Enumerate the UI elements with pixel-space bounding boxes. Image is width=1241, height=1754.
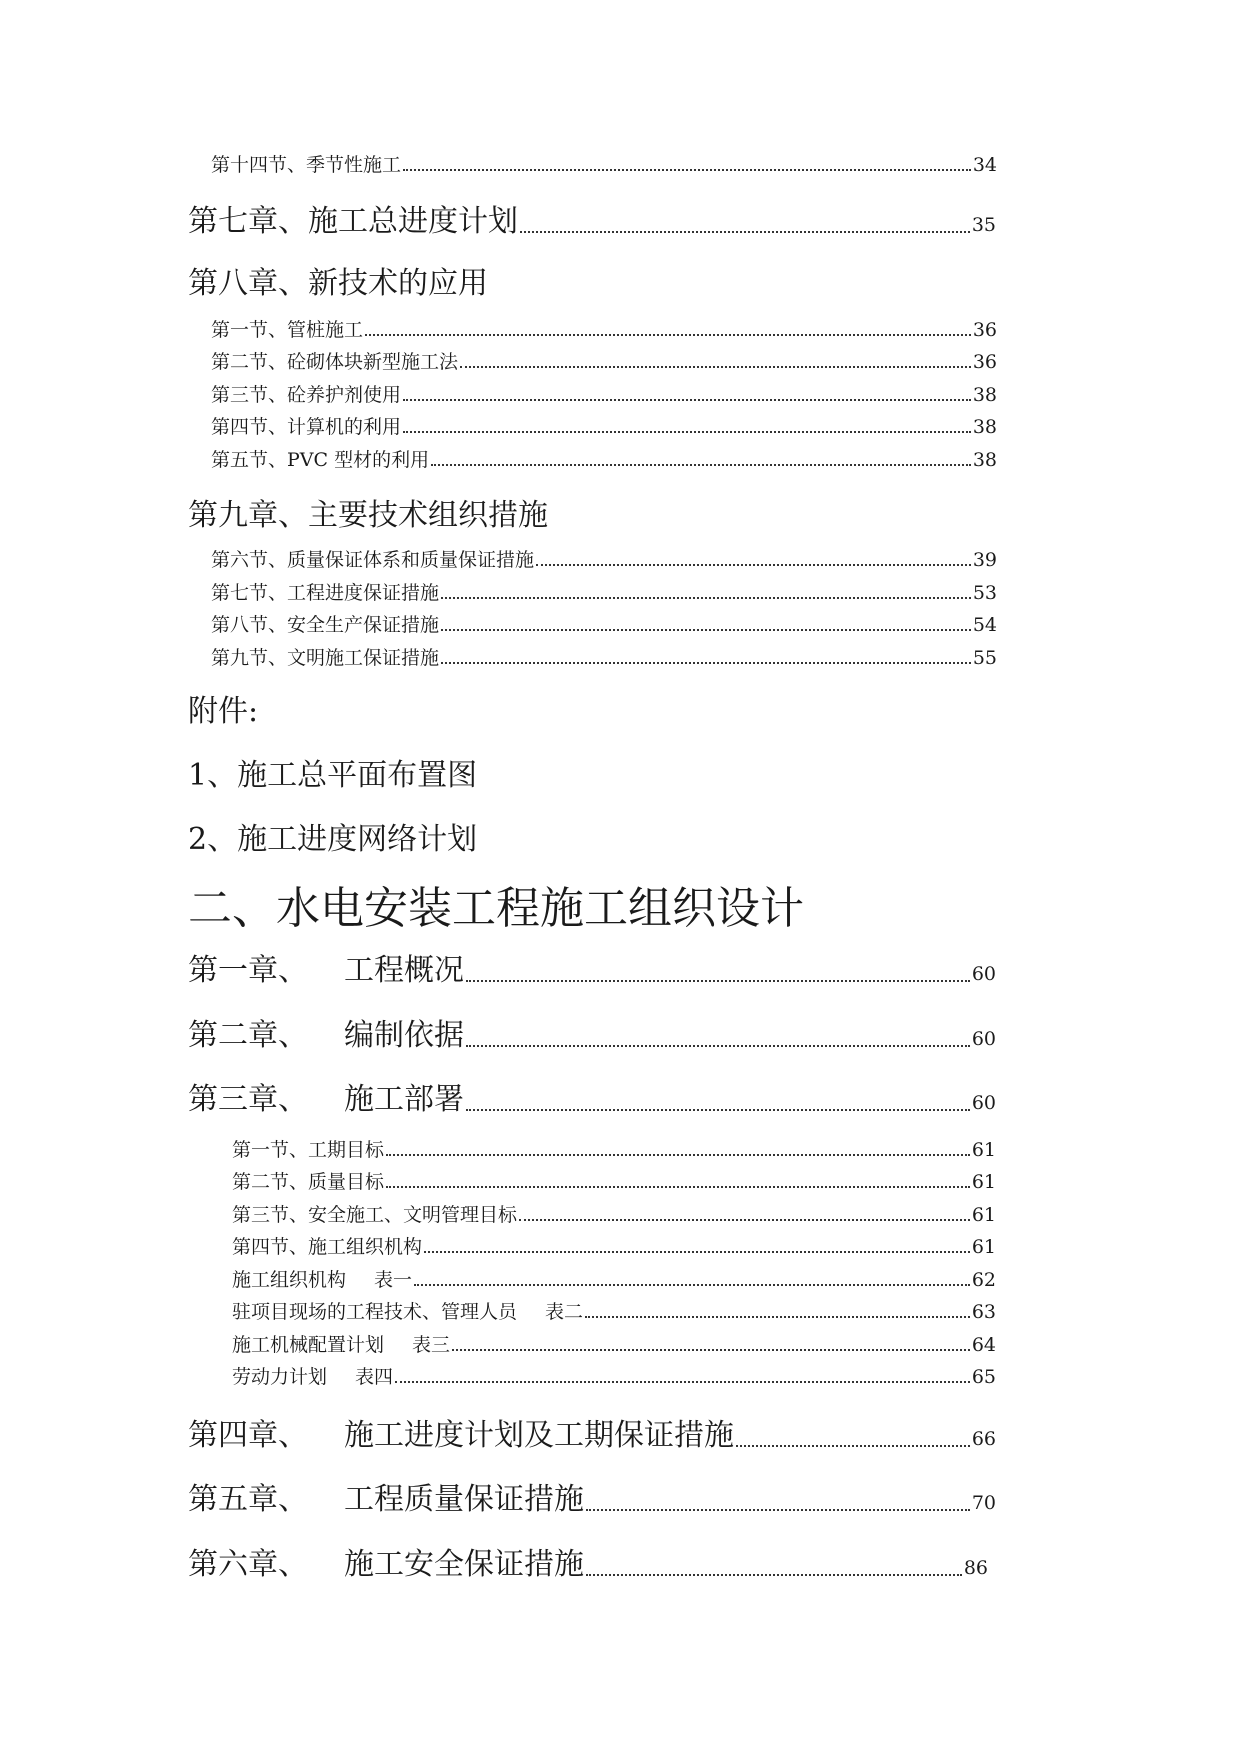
toc-entry-page: 38 bbox=[972, 416, 997, 438]
toc-entry-label: 第三节、安全施工、文明管理目标 bbox=[232, 1204, 518, 1226]
toc-entry-page: 34 bbox=[972, 154, 997, 176]
toc-chapter-heading[interactable]: 第八章、新技术的应用 bbox=[188, 266, 488, 301]
toc-entry-section[interactable] bbox=[211, 380, 997, 407]
dot-leader bbox=[586, 1574, 962, 1576]
dot-leader bbox=[585, 1316, 970, 1318]
toc-entry-label bbox=[188, 1410, 734, 1454]
toc-entry-page: 53 bbox=[972, 582, 997, 604]
toc-entry-label bbox=[188, 945, 464, 989]
toc-entry-section[interactable] bbox=[211, 545, 997, 572]
dot-leader bbox=[365, 334, 971, 336]
toc-entry-page: 61 bbox=[971, 1236, 996, 1258]
dot-leader bbox=[395, 1381, 970, 1383]
toc-entry-page: 64 bbox=[971, 1334, 996, 1356]
dot-leader bbox=[441, 629, 971, 631]
dot-leader bbox=[424, 1251, 970, 1253]
toc-entry-label: 第九节、文明施工保证措施 bbox=[211, 647, 440, 669]
dot-leader bbox=[466, 1109, 970, 1111]
toc-entry-label: 第二节、砼砌体块新型施工法 bbox=[211, 351, 459, 373]
chapter-number: 第三章、 bbox=[188, 1082, 308, 1117]
chapter-number: 第六章、 bbox=[188, 1547, 308, 1582]
toc-entry-page: 54 bbox=[972, 614, 997, 636]
table-title: 施工机械配置计划 bbox=[232, 1334, 385, 1356]
toc-entry-section[interactable] bbox=[232, 1167, 996, 1194]
toc-entry-label: 第四节、施工组织机构 bbox=[232, 1236, 423, 1258]
table-tag: 表二 bbox=[545, 1301, 584, 1323]
toc-entry-page: 36 bbox=[972, 319, 997, 341]
dot-leader bbox=[403, 169, 971, 171]
toc-entry-page: 39 bbox=[972, 549, 997, 571]
toc-entry-table[interactable] bbox=[232, 1297, 996, 1324]
toc-entry-label bbox=[232, 1297, 583, 1324]
toc-entry-section[interactable] bbox=[211, 643, 997, 670]
dot-leader bbox=[536, 564, 971, 566]
toc-entry-section[interactable] bbox=[211, 445, 997, 472]
toc-entry-label: 第三节、砼养护剂使用 bbox=[211, 384, 402, 406]
toc-entry-label bbox=[188, 1539, 584, 1583]
attachment-item[interactable]: 1、施工总平面布置图 bbox=[188, 758, 478, 793]
chapter-title: 施工安全保证措施 bbox=[344, 1547, 584, 1582]
toc-entry-page: 55 bbox=[972, 647, 997, 669]
toc-entry-page: 38 bbox=[972, 384, 997, 406]
dot-leader bbox=[403, 431, 971, 433]
toc-entry-chapter[interactable] bbox=[188, 1010, 996, 1054]
table-tag: 表三 bbox=[412, 1334, 451, 1356]
table-tag: 表四 bbox=[355, 1366, 394, 1388]
toc-entry-page: 61 bbox=[971, 1139, 996, 1161]
toc-entry-label bbox=[188, 1074, 464, 1118]
toc-entry-chapter[interactable] bbox=[188, 1410, 996, 1454]
toc-entry-label bbox=[188, 1474, 584, 1518]
toc-entry-label: 第七节、工程进度保证措施 bbox=[211, 582, 440, 604]
toc-entry-label: 第一节、工期目标 bbox=[232, 1139, 385, 1161]
toc-entry-page: 60 bbox=[971, 963, 996, 985]
toc-entry-page: 35 bbox=[971, 214, 996, 236]
toc-entry-page: 66 bbox=[971, 1428, 996, 1450]
attachments-heading: 附件: bbox=[188, 694, 259, 729]
dot-leader bbox=[452, 1349, 970, 1351]
toc-entry-chapter[interactable] bbox=[188, 196, 996, 240]
chapter-title: 施工部署 bbox=[344, 1082, 464, 1117]
dot-leader bbox=[386, 1154, 970, 1156]
chapter-number: 第五章、 bbox=[188, 1482, 308, 1517]
table-title: 驻项目现场的工程技术、管理人员 bbox=[232, 1301, 518, 1323]
chapter-number: 第一章、 bbox=[188, 953, 308, 988]
toc-entry-section[interactable] bbox=[232, 1200, 996, 1227]
dot-leader bbox=[431, 464, 971, 466]
chapter-number: 第二章、 bbox=[188, 1018, 308, 1053]
toc-entry-page: 38 bbox=[972, 449, 997, 471]
attachment-item[interactable]: 2、施工进度网络计划 bbox=[188, 822, 478, 857]
toc-entry-label: 第六节、质量保证体系和质量保证措施 bbox=[211, 549, 535, 571]
toc-entry-chapter[interactable] bbox=[188, 1474, 996, 1518]
chapter-title: 工程质量保证措施 bbox=[344, 1482, 584, 1517]
chapter-number: 第四章、 bbox=[188, 1418, 308, 1453]
dot-leader bbox=[460, 366, 971, 368]
toc-entry-section[interactable] bbox=[232, 1135, 996, 1162]
toc-entry-table[interactable] bbox=[232, 1362, 996, 1389]
toc-entry-chapter[interactable] bbox=[188, 1539, 988, 1583]
chapter-title: 施工进度计划及工期保证措施 bbox=[344, 1418, 734, 1453]
toc-entry-page: 86 bbox=[963, 1557, 988, 1579]
toc-entry-page: 60 bbox=[971, 1092, 996, 1114]
table-tag: 表一 bbox=[374, 1269, 413, 1291]
table-title: 劳动力计划 bbox=[232, 1366, 328, 1388]
toc-entry-page: 63 bbox=[971, 1301, 996, 1323]
toc-entry-label bbox=[232, 1330, 450, 1357]
dot-leader bbox=[386, 1186, 970, 1188]
toc-entry-label: 第八节、安全生产保证措施 bbox=[211, 614, 440, 636]
dot-leader bbox=[466, 980, 970, 982]
toc-entry-chapter[interactable] bbox=[188, 1074, 996, 1118]
toc-entry-label bbox=[232, 1265, 412, 1292]
toc-entry-page: 60 bbox=[971, 1028, 996, 1050]
toc-entry-section[interactable] bbox=[232, 1232, 996, 1259]
toc-entry-label: 第一节、管桩施工 bbox=[211, 319, 364, 341]
toc-entry-label: 第十四节、季节性施工 bbox=[211, 154, 402, 176]
toc-entry-label bbox=[232, 1362, 393, 1389]
dot-leader bbox=[466, 1045, 970, 1047]
toc-entry-page: 61 bbox=[971, 1171, 996, 1193]
dot-leader bbox=[520, 231, 970, 233]
toc-entry-section[interactable] bbox=[211, 347, 997, 374]
toc-entry-page: 62 bbox=[971, 1269, 996, 1291]
toc-chapter-heading[interactable]: 第九章、主要技术组织措施 bbox=[188, 498, 548, 533]
toc-entry-table[interactable] bbox=[232, 1265, 996, 1292]
chapter-title: 编制依据 bbox=[344, 1018, 464, 1053]
toc-entry-page: 65 bbox=[971, 1366, 996, 1388]
toc-entry-section[interactable] bbox=[211, 578, 997, 605]
toc-entry-page: 70 bbox=[971, 1492, 996, 1514]
toc-entry-section[interactable] bbox=[211, 610, 997, 637]
dot-leader bbox=[403, 399, 971, 401]
toc-entry-label: 第五节、PVC 型材的利用 bbox=[211, 449, 430, 471]
toc-entry-label: 第二节、质量目标 bbox=[232, 1171, 385, 1193]
dot-leader bbox=[441, 597, 971, 599]
toc-entry-page: 61 bbox=[971, 1204, 996, 1226]
toc-entry-page: 36 bbox=[972, 351, 997, 373]
part-title: 二、水电安装工程施工组织设计 bbox=[188, 883, 804, 934]
table-title: 施工组织机构 bbox=[232, 1269, 347, 1291]
toc-entry-label bbox=[188, 1010, 464, 1054]
chapter-title: 工程概况 bbox=[344, 953, 464, 988]
toc-entry-label: 第七章、施工总进度计划 bbox=[188, 204, 518, 239]
toc-entry-section[interactable] bbox=[211, 315, 997, 342]
dot-leader bbox=[519, 1219, 970, 1221]
toc-entry-chapter[interactable] bbox=[188, 945, 996, 989]
toc-entry-label: 第四节、计算机的利用 bbox=[211, 416, 402, 438]
dot-leader bbox=[736, 1445, 970, 1447]
dot-leader bbox=[586, 1509, 970, 1511]
toc-entry-table[interactable] bbox=[232, 1330, 996, 1357]
dot-leader bbox=[441, 662, 971, 664]
toc-entry-section[interactable] bbox=[211, 412, 997, 439]
toc-entry-section[interactable] bbox=[211, 150, 997, 177]
dot-leader bbox=[414, 1284, 970, 1286]
